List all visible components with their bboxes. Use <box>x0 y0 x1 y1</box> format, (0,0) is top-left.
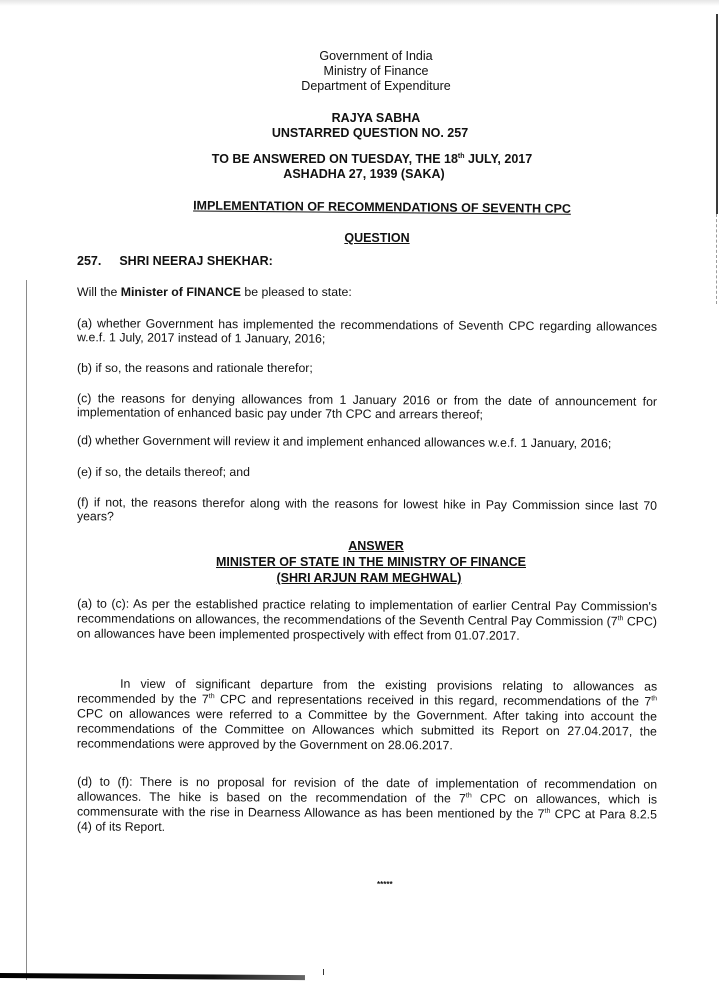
question-heading: QUESTION <box>344 231 410 245</box>
answer-heading-block <box>77 538 657 586</box>
answer-para1-sup: th <box>617 615 624 623</box>
minister-title: MINISTER OF STATE IN THE MINISTRY OF FINANCE <box>216 555 526 569</box>
question-item-a: (a) whether Government has implemented the recommendations of Seventh CPC regarding allowances w.e.f. 1 July, 2017 instead of 1 January, 2016; <box>76 316 658 346</box>
answer-date <box>87 152 657 167</box>
answer-paragraph-d-f <box>77 774 657 837</box>
answer-date-suffix: JULY, 2017 <box>464 152 533 166</box>
answer-date-block <box>77 152 657 182</box>
document-header <box>77 49 657 94</box>
scan-bottom-edge-bar <box>0 973 305 980</box>
org-line-government: Government of India <box>319 49 433 63</box>
subject-title: IMPLEMENTATION OF RECOMMENDATIONS OF SEVENTH CPC <box>193 198 571 216</box>
question-item-e: (e) if so, the details thereof; and <box>77 465 250 479</box>
subject-block <box>77 195 657 218</box>
question-heading-block <box>77 229 657 247</box>
answer-paragraph-committee <box>77 676 657 754</box>
question-item-f: (f) if not, the reasons therefor along with the reasons for lowest hike in Pay Commission since last 70 years? <box>76 495 658 524</box>
minister-name: (SHRI ARJUN RAM MEGHWAL) <box>276 571 462 585</box>
scan-bottom-tick <box>323 969 324 975</box>
saka-date: ASHADHA 27, 1939 (SAKA) <box>283 167 445 181</box>
question-item-c: (c) the reasons for denying allowances from 1 January 2016 or from the date of announcement for implementation of enhanced basic pay under 7th CPC and arrears thereof; <box>76 391 658 422</box>
answer-heading: ANSWER <box>348 539 404 553</box>
answer-para3-sup1: th <box>465 792 472 800</box>
question-member-line <box>77 254 657 268</box>
question-header <box>77 111 657 141</box>
answer-para3-sup2: th <box>544 807 551 815</box>
house-name: RAJYA SABHA <box>331 111 421 125</box>
answer-para2-text-cont: CPC and representations received in this regard, recommendations of the 7 <box>214 692 652 709</box>
end-of-document-mark: ***** <box>377 880 393 889</box>
scan-right-edge-dash <box>716 214 718 304</box>
answer-paragraph-a-c <box>77 596 657 644</box>
question-number: 257. <box>77 254 102 268</box>
question-number-title: UNSTARRED QUESTION NO. 257 <box>271 126 469 140</box>
answer-para2-sup1: th <box>208 693 215 701</box>
answer-para3-text-end: CPC at Para 8.2.5 (4) of its Report. <box>76 806 657 834</box>
scan-right-edge-line <box>716 14 718 214</box>
question-item-d: (d) whether Government will review it and implement enhanced allowances w.e.f. 1 January, 2016; <box>76 433 612 451</box>
member-name: SHRI NEERAJ SHEKHAR: <box>119 254 273 268</box>
scan-top-shadow <box>0 0 719 6</box>
org-line-department: Department of Expenditure <box>301 79 451 93</box>
answer-para3-text: (d) to (f): There is no proposal for revision of the date of implementation of recommendation on allowances. The hike is based on the recommendation of the 7 <box>77 774 658 806</box>
scan-left-edge-line <box>26 280 27 980</box>
intro-prefix: Will the <box>77 285 121 299</box>
answer-para1-text-cont: CPC) on allowances have been implemented prospectively with effect from 01.07.2017. <box>76 614 658 643</box>
answer-para1-text: (a) to (c): As per the established practice relating to implementation of earlier Central Pay Commission's recommendations on allowances, the recommendations of the Seventh Central Pay Commission (7 <box>76 596 658 629</box>
answer-para2-sup2: th <box>651 695 658 703</box>
org-line-ministry: Ministry of Finance <box>323 64 429 78</box>
answer-date-prefix: TO BE ANSWERED ON TUESDAY, THE 18 <box>211 152 458 166</box>
question-item-b: (b) if so, the reasons and rationale therefor; <box>77 361 313 375</box>
intro-suffix: be pleased to state: <box>240 285 352 299</box>
intro-minister: Minister of FINANCE <box>120 285 241 299</box>
answer-date-sup: th <box>457 152 465 160</box>
answer-para2-text: In view of significant departure from the existing provisions relating to allowances as recommended by the 7 <box>77 676 658 707</box>
answer-para3-text-cont: CPC on allowances, which is commensurate with the rise in Dearness Allowance as has been mentioned by the 7 <box>76 791 658 821</box>
question-intro <box>77 285 657 299</box>
answer-para2-text-end: CPC on allowances were referred to a Committee by the Government. After taking into account the recommendations of the Committee on Allowances which submitted its Report on 27.04.2017, the recommendations were approved by the Government on 28.06.2017. <box>76 706 658 753</box>
